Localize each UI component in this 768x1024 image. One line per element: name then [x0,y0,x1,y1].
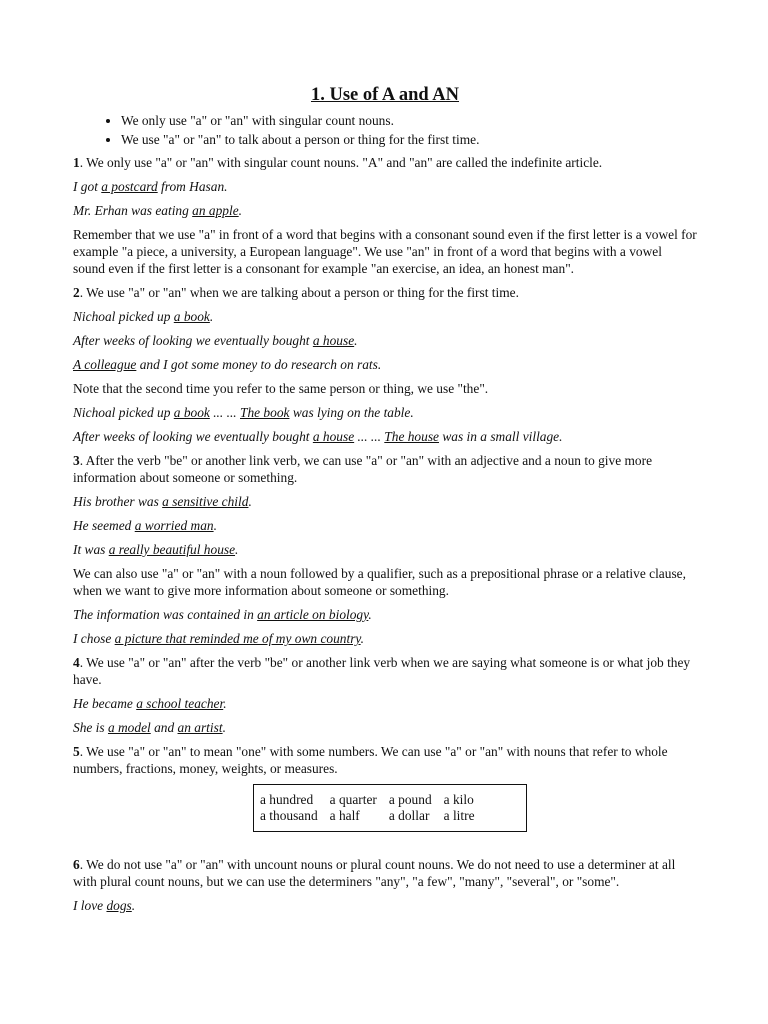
example-sentence: I chose a picture that reminded me of my own country. [73,631,364,646]
table-row [260,792,475,808]
example-sentence: He became a school teacher. [73,696,227,711]
section-number: 4 [73,655,80,670]
underlined-phrase: The house [384,429,439,444]
underlined-phrase: a picture that reminded me of my own country [114,631,361,646]
table-cell: a pound [388,792,432,807]
table-row [260,808,475,824]
section-number: 6 [73,857,80,872]
underlined-phrase: a book [173,405,210,420]
example-sentence: He seemed a worried man. [73,518,217,533]
underlined-phrase: an article on biology [257,607,369,622]
note-paragraph: We can also use "a" or "an" with a noun followed by a qualifier, such as a prepositional phrase or a relative clause, when we want to give more information about someone or something. [73,566,686,598]
example-sentence: I love dogs. [73,898,136,913]
underlined-phrase: a sensitive child [162,494,249,509]
example-sentence: The information was contained in an article on biology. [73,607,372,622]
underlined-phrase: dogs [106,898,132,913]
table-cell: a thousand [260,808,318,823]
underlined-phrase: A colleague [73,357,137,372]
section-6-rule [73,856,697,890]
underlined-phrase: a worried man [134,518,214,533]
example-sentence: She is a model and an artist. [73,720,226,735]
table-cell: a half [329,808,360,823]
rule-text: . We only use "a" or "an" with singular count nouns. "A" and "an" are called the indefinite article. [79,155,603,170]
underlined-phrase: a model [107,720,151,735]
section-3-rule [73,452,697,486]
section-2-rule [73,284,697,301]
section-4-rule [73,654,697,688]
example-sentence: After weeks of looking we eventually bought a house. [73,333,358,348]
section-5-rule [73,743,697,777]
example-sentence: I got a postcard from Hasan. [73,179,228,194]
note-paragraph: Remember that we use "a" in front of a word that begins with a consonant sound even if the first letter is a vowel for example "a piece, a university, a European language". We use "an" in front of a word that begins with a vowel sound even if the first letter is a consonant for example "an exercise, an idea, an honest man". [73,227,697,276]
underlined-phrase: a house [312,429,355,444]
bullet-item: • We only use "a" or "an" with singular count nouns. [121,112,697,129]
example-sentence: A colleague and I got some money to do research on rats. [73,357,382,372]
table-cell: a dollar [388,808,430,823]
document-body [73,84,697,921]
section-number: 5 [73,744,80,759]
numbers-table [260,792,475,824]
rule-text: . We use "a" or "an" to mean "one" with some numbers. We can use "a" or "an" with nouns that refer to whole numbers, fractions, money, weights, or measures. [73,744,668,776]
rule-text: . After the verb "be" or another link verb, we can use "a" or "an" with an adjective and a noun to give more information about someone or something. [73,453,653,485]
example-sentence: Nichoal picked up a book. [73,309,214,324]
summary-bullets [73,112,697,148]
page-title: 1. Use of A and AN [310,85,460,105]
underlined-phrase: an artist [177,720,223,735]
underlined-phrase: a book [173,309,210,324]
example-sentence: Nichoal picked up a book ... ... The book was lying on the table. [73,405,414,420]
note-paragraph: Note that the second time you refer to the same person or thing, we use "the". [73,381,489,396]
underlined-phrase: a really beautiful house [108,542,236,557]
rule-text: . We do not use "a" or "an" with uncount nouns or plural count nouns. We do not need to use a determiner at all with plural count nouns, but we can use the determiners "any", "a few", "many", "several", or "some". [73,857,676,889]
example-sentence: Mr. Erhan was eating an apple. [73,203,243,218]
underlined-phrase: a house [312,333,355,348]
table-cell: a hundred [260,792,314,807]
rule-text: . We use "a" or "an" after the verb "be" or another link verb when we are saying what someone is or what job they have. [73,655,691,687]
section-number: 1 [73,155,80,170]
section-number: 2 [73,285,80,300]
section-number: 3 [73,453,80,468]
underlined-phrase: a school teacher [136,696,224,711]
example-sentence: His brother was a sensitive child. [73,494,252,509]
bullet-item: • We use "a" or "an" to talk about a person or thing for the first time. [121,131,697,148]
numbers-table-box [253,784,527,832]
underlined-phrase: The book [240,405,290,420]
example-sentence: It was a really beautiful house. [73,542,239,557]
table-cell: a kilo [443,792,474,807]
underlined-phrase: an apple [192,203,239,218]
section-1-rule [73,154,697,171]
table-cell: a litre [443,808,475,823]
rule-text: . We use "a" or "an" when we are talking about a person or thing for the first time. [79,285,519,300]
table-cell: a quarter [329,792,377,807]
underlined-phrase: a postcard [101,179,158,194]
example-sentence: After weeks of looking we eventually bought a house ... ... The house was in a small village. [73,429,563,444]
